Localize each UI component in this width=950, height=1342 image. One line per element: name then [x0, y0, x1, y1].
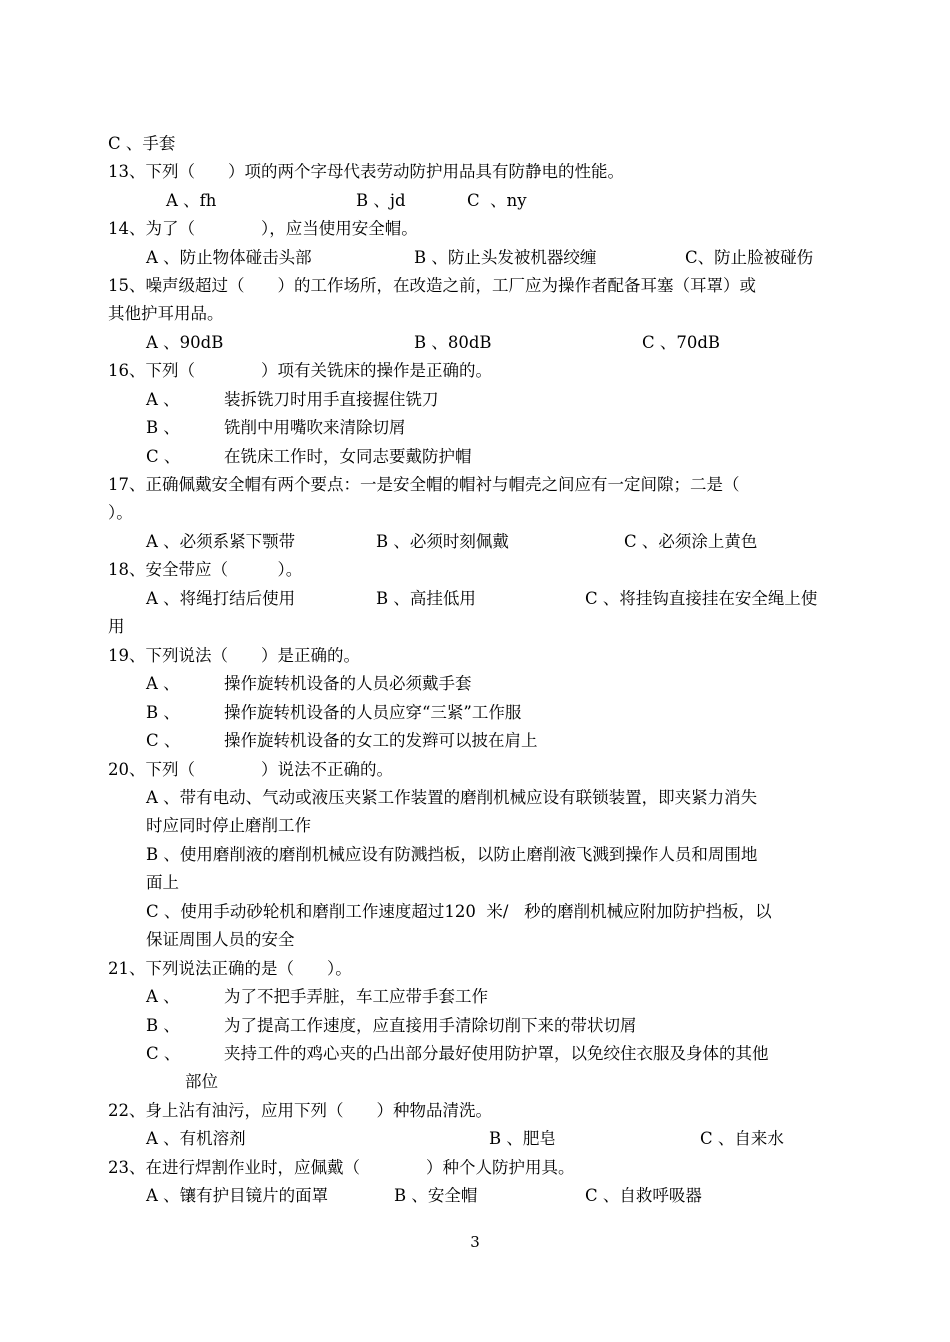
option-21-a-text: 为了不把手弄脏，车工应带手套工作 [224, 987, 488, 1006]
question-20: 20、下列（ ）说法不正确的。 [108, 760, 393, 779]
option-15-c: C 、70dB [642, 333, 721, 352]
question-17: 17、正确佩戴安全帽有两个要点：一是安全帽的帽衬与帽壳之间应有一定间隙；二是（ [108, 475, 740, 494]
option-16-c-text: 在铣床工作时，女同志要戴防护帽 [224, 447, 472, 466]
option-20-b-cont: 面上 [146, 873, 179, 892]
option-20-c-cont: 保证周围人员的安全 [146, 930, 295, 949]
option-19-b-text: 操作旋转机设备的人员应穿“三紧”工作服 [224, 703, 522, 722]
option-19-c-text: 操作旋转机设备的女工的发辫可以披在肩上 [224, 731, 538, 750]
option-18-c: C 、将挂钩直接挂在安全绳上使 [585, 589, 818, 608]
option-20-a: A 、带有电动、气动或液压夹紧工作装置的磨削机械应设有联锁装置，即夹紧力消失 [146, 788, 758, 807]
option-21-a-letter: A 、 [146, 987, 180, 1006]
option-13-a: A 、fh [166, 191, 217, 210]
option-19-c-letter: C 、 [146, 731, 181, 750]
question-21: 21、下列说法正确的是（ ）。 [108, 959, 352, 978]
option-17-a: A 、必须系紧下颚带 [146, 532, 296, 551]
option-22-a: A 、有机溶剂 [146, 1129, 246, 1148]
option-16-a-text: 装拆铣刀时用手直接握住铣刀 [224, 390, 439, 409]
option-20-a-cont: 时应同时停止磨削工作 [146, 816, 311, 835]
question-13: 13、下列（ ）项的两个字母代表劳动防护用品具有防静电的性能。 [108, 162, 624, 181]
option-21-c-letter: C 、 [146, 1044, 181, 1063]
option-14-c: C、防止脸被碰伤 [685, 248, 814, 267]
question-14: 14、为了（ ），应当使用安全帽。 [108, 219, 418, 238]
page-number: 3 [470, 1233, 480, 1251]
option-17-b: B 、必须时刻佩戴 [376, 532, 509, 551]
question-18: 18、安全带应（ ）。 [108, 560, 303, 579]
option-15-b: B 、80dB [414, 333, 492, 352]
option-19-a-letter: A 、 [146, 674, 180, 693]
option-23-b: B 、安全帽 [394, 1186, 478, 1205]
question-19: 19、下列说法（ ）是正确的。 [108, 646, 360, 665]
question-23: 23、在进行焊割作业时，应佩戴（ ）种个人防护用具。 [108, 1158, 575, 1177]
option-20-c: C 、使用手动砂轮机和磨削工作速度超过120 米/ 秒的磨削机械应附加防护挡板，以 [146, 902, 772, 921]
option-16-c-letter: C 、 [146, 447, 181, 466]
option-15-a: A 、90dB [146, 333, 224, 352]
question-16: 16、下列（ ）项有关铣床的操作是正确的。 [108, 361, 492, 380]
option-22-b: B 、肥皂 [489, 1129, 556, 1148]
option-21-b-text: 为了提高工作速度，应直接用手清除切削下来的带状切屑 [224, 1016, 637, 1035]
option-19-a-text: 操作旋转机设备的人员必须戴手套 [224, 674, 472, 693]
option-13-c: C 、ny [467, 191, 527, 210]
option-20-b: B 、使用磨削液的磨削机械应设有防溅挡板，以防止磨削液飞溅到操作人员和周围地 [146, 845, 758, 864]
option-21-c-text: 夹持工件的鸡心夹的凸出部分最好使用防护罩，以免绞住衣服及身体的其他 [224, 1044, 769, 1063]
option-18-b: B 、高挂低用 [376, 589, 476, 608]
option-23-c: C 、自救呼吸器 [585, 1186, 702, 1205]
question-17-cont: ）。 [108, 503, 133, 522]
option-21-b-letter: B 、 [146, 1016, 180, 1035]
option-18-a: A 、将绳打结后使用 [146, 589, 296, 608]
option-22-c: C 、自来水 [700, 1129, 784, 1148]
question-22: 22、身上沾有油污，应用下列（ ）种物品清洗。 [108, 1101, 492, 1120]
option-23-a: A 、镶有护目镜片的面罩 [146, 1186, 329, 1205]
option-21-c-cont: 部位 [185, 1072, 218, 1091]
question-15-cont: 其他护耳用品。 [108, 304, 224, 323]
option-line: C 、手套 [108, 134, 176, 153]
option-13-b: B 、jd [356, 191, 406, 210]
option-18-c-cont: 用 [108, 617, 125, 636]
option-19-b-letter: B 、 [146, 703, 180, 722]
option-14-a: A 、防止物体碰击头部 [146, 248, 312, 267]
option-16-b-letter: B 、 [146, 418, 180, 437]
option-14-b: B 、防止头发被机器绞缠 [414, 248, 597, 267]
option-17-c: C 、必须涂上黄色 [624, 532, 758, 551]
option-16-a-letter: A 、 [146, 390, 180, 409]
option-16-b-text: 铣削中用嘴吹来清除切屑 [224, 418, 406, 437]
question-15: 15、噪声级超过（ ）的工作场所，在改造之前，工厂应为操作者配备耳塞（耳罩）或 [108, 276, 756, 295]
